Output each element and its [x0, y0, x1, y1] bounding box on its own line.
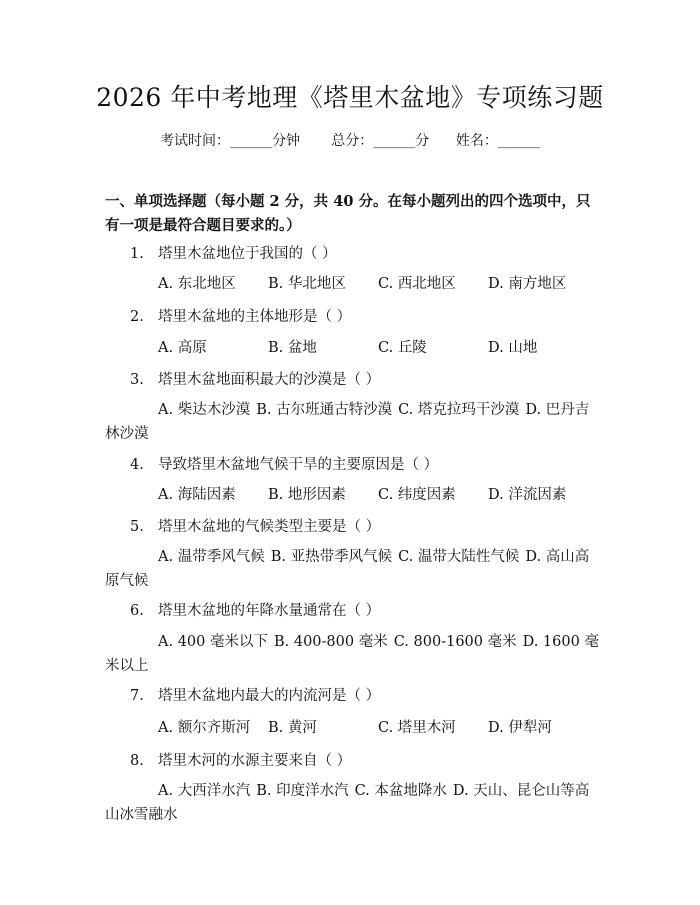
option-b: B. 黄河: [268, 720, 317, 736]
option-b: B. 印度洋水汽: [256, 783, 349, 799]
option-d: D. 洋流因素: [488, 487, 567, 503]
question-4: [130, 453, 600, 477]
question-text: 塔里木盆地位于我国的（ ）: [158, 246, 337, 262]
options-3: [105, 398, 600, 446]
question-text: 塔里木盆地内最大的内流河是（ ）: [158, 688, 381, 704]
question-number: 4.: [130, 457, 144, 473]
option-b: B. 盆地: [268, 340, 317, 356]
option-c: C. 西北地区: [378, 276, 456, 292]
time-unit: 分钟: [272, 133, 301, 149]
question-8: [130, 749, 600, 773]
question-number: 8.: [130, 753, 144, 769]
exam-meta: [0, 130, 700, 150]
score-label: 总分：: [331, 133, 374, 149]
option-a: A. 高原: [158, 340, 207, 356]
question-1: [130, 242, 600, 266]
option-a: A. 额尔齐斯河: [158, 720, 251, 736]
option-c: C. 800-1600 毫米: [393, 634, 517, 650]
option-a: A. 温带季风气候: [158, 549, 265, 565]
option-c: C. 纬度因素: [378, 487, 456, 503]
option-d: D. 巴丹吉林沙漠: [105, 402, 590, 442]
question-2: [130, 305, 600, 329]
options-7: [105, 716, 600, 740]
options-2: [105, 336, 600, 360]
option-c: C. 塔克拉玛干沙漠: [398, 402, 520, 418]
question-text: 塔里木河的水源主要来自（ ）: [158, 753, 352, 769]
option-d: D. 天山、昆仑山等高山冰雪融水: [105, 783, 590, 823]
score-unit: 分: [415, 133, 430, 149]
question-7: [130, 684, 600, 708]
option-a: A. 大西洋水汽: [158, 783, 251, 799]
question-number: 5.: [130, 519, 144, 535]
option-b: B. 古尔班通古特沙漠: [256, 402, 393, 418]
option-d: D. 1600 毫米以上: [105, 634, 599, 674]
score-blank: ______: [373, 133, 416, 149]
option-b: B. 亚热带季风气候: [270, 549, 393, 565]
option-c: C. 温带大陆性气候: [398, 549, 520, 565]
question-number: 6.: [130, 603, 144, 619]
option-b: B. 400-800 毫米: [273, 634, 388, 650]
options-8: [105, 779, 600, 827]
question-6: [130, 599, 600, 623]
question-number: 2.: [130, 309, 144, 325]
question-number: 3.: [130, 372, 144, 388]
options-1: [105, 272, 600, 296]
option-a: A. 柴达木沙漠: [158, 402, 251, 418]
options-4: [105, 483, 600, 507]
question-text: 塔里木盆地的年降水量通常在（ ）: [158, 603, 381, 619]
question-text: 导致塔里木盆地气候干旱的主要原因是（ ）: [158, 457, 439, 473]
time-label: 考试时间：: [160, 133, 231, 149]
name-label: 姓名：: [455, 133, 498, 149]
option-c: C. 塔里木河: [378, 720, 456, 736]
option-d: D. 高山高原气候: [105, 549, 590, 589]
page-title: 2026 年中考地理《塔里木盆地》专项练习题: [96, 83, 604, 112]
option-d: D. 伊犁河: [488, 720, 552, 736]
question-text: 塔里木盆地面积最大的沙漠是（ ）: [158, 372, 381, 388]
question-3: [130, 368, 600, 392]
question-number: 1.: [130, 246, 144, 262]
question-text: 塔里木盆地的气候类型主要是（ ）: [158, 519, 381, 535]
name-blank: ______: [497, 133, 540, 149]
question-5: [130, 515, 600, 539]
options-6: [105, 630, 600, 678]
option-a: A. 东北地区: [158, 276, 236, 292]
option-b: B. 地形因素: [268, 487, 346, 503]
option-d: D. 山地: [488, 340, 538, 356]
question-number: 7.: [130, 688, 144, 704]
option-b: B. 华北地区: [268, 276, 346, 292]
section-heading: 一、单项选择题（每小题 2 分，共 40 分。在每小题列出的四个选项中，只有一项是最符合题目要求的。）: [105, 193, 591, 234]
options-5: [105, 545, 600, 593]
question-text: 塔里木盆地的主体地形是（ ）: [158, 309, 352, 325]
option-d: D. 南方地区: [488, 276, 567, 292]
option-a: A. 海陆因素: [158, 487, 236, 503]
option-c: C. 本盆地降水: [354, 783, 447, 799]
option-c: C. 丘陵: [378, 340, 427, 356]
time-blank: ______: [230, 133, 273, 149]
option-a: A. 400 毫米以下: [158, 634, 268, 650]
